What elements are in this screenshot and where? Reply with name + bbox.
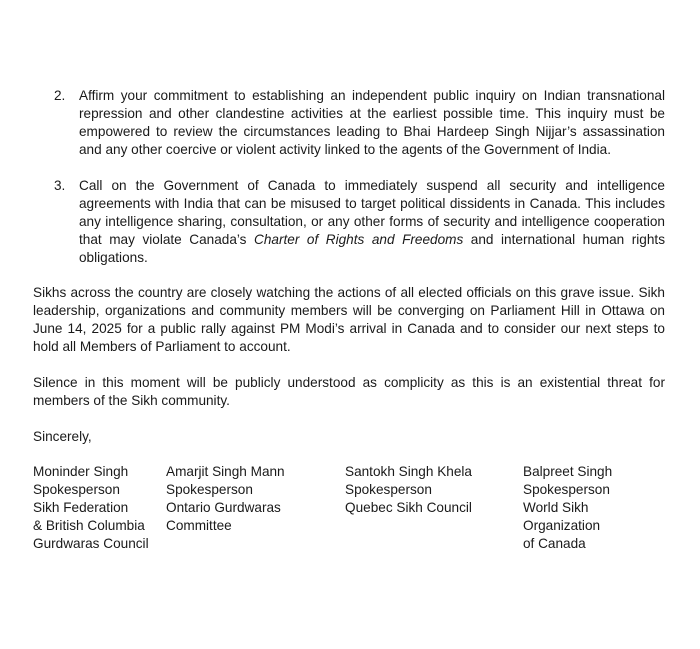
signatory-org-line: Organization [523, 518, 601, 533]
demand-text-end: and international human rights obligations. [79, 232, 665, 265]
signatory-title: Spokesperson [166, 482, 253, 497]
signatory-name: Santokh Singh Khela [345, 464, 472, 479]
closing-salutation: Sincerely, [33, 429, 92, 444]
signatory-block [166, 463, 285, 535]
demand-number: 3. [54, 178, 66, 193]
signatory-org-line: Sikh Federation [33, 500, 129, 515]
signatory-name: Moninder Singh [33, 464, 129, 479]
signatory-title: Spokesperson [523, 482, 610, 497]
signatory-name: Balpreet Singh [523, 464, 613, 479]
watching-paragraph: Sikhs across the country are closely watching the actions of all elected officials on this grave issue. Sikh leadership, organizations and community members will be converging on Parliament Hill in Ottawa on June 14, 2025 for a public rally against PM Modi’s arrival in Canada and to consider our next steps to hold all Members of Parliament to account. [33, 285, 665, 354]
demand-text-start: Call on the Government of Canada to immediately suspend all security and intelligence agreements with India that can be misused to target political dissidents in Canada. This includes any intelligence sharing, consultation, or any other forms of security and intelligence cooperation that may violate Canada’s [79, 178, 665, 247]
signatory-org-line: & British Columbia [33, 518, 145, 533]
silence-paragraph: Silence in this moment will be publicly understood as complicity as this is an existential threat for members of the Sikh community. [33, 375, 665, 408]
signatory-block [345, 463, 472, 517]
demand-text [79, 177, 665, 267]
signatory-org-line: of Canada [523, 536, 586, 551]
signatory-title: Spokesperson [33, 482, 120, 497]
signatory-org-line: World Sikh [523, 500, 589, 515]
signatory-name: Amarjit Singh Mann [166, 464, 285, 479]
signatory-org-line: Gurdwaras Council [33, 536, 149, 551]
demand-text: Affirm your commitment to establishing an independent public inquiry on Indian transnational repression and other clandestine activities at the earliest possible time. This inquiry must be empowered to review the circumstances leading to Bhai Hardeep Singh Nijjar’s assassination and any other coercive or violent activity linked to the agents of the Government of India. [79, 88, 665, 157]
signatory-org-line: Ontario Gurdwaras [166, 500, 281, 515]
signatory-title: Spokesperson [345, 482, 432, 497]
charter-title: Charter of Rights and Freedoms [254, 232, 464, 247]
demand-item-2 [54, 87, 665, 159]
signatory-block [523, 463, 612, 553]
signatory-org-line: Committee [166, 518, 232, 533]
demand-number: 2. [54, 88, 66, 103]
signatory-block [33, 463, 149, 553]
demand-item-3 [54, 177, 665, 267]
signatory-org-line: Quebec Sikh Council [345, 500, 472, 515]
